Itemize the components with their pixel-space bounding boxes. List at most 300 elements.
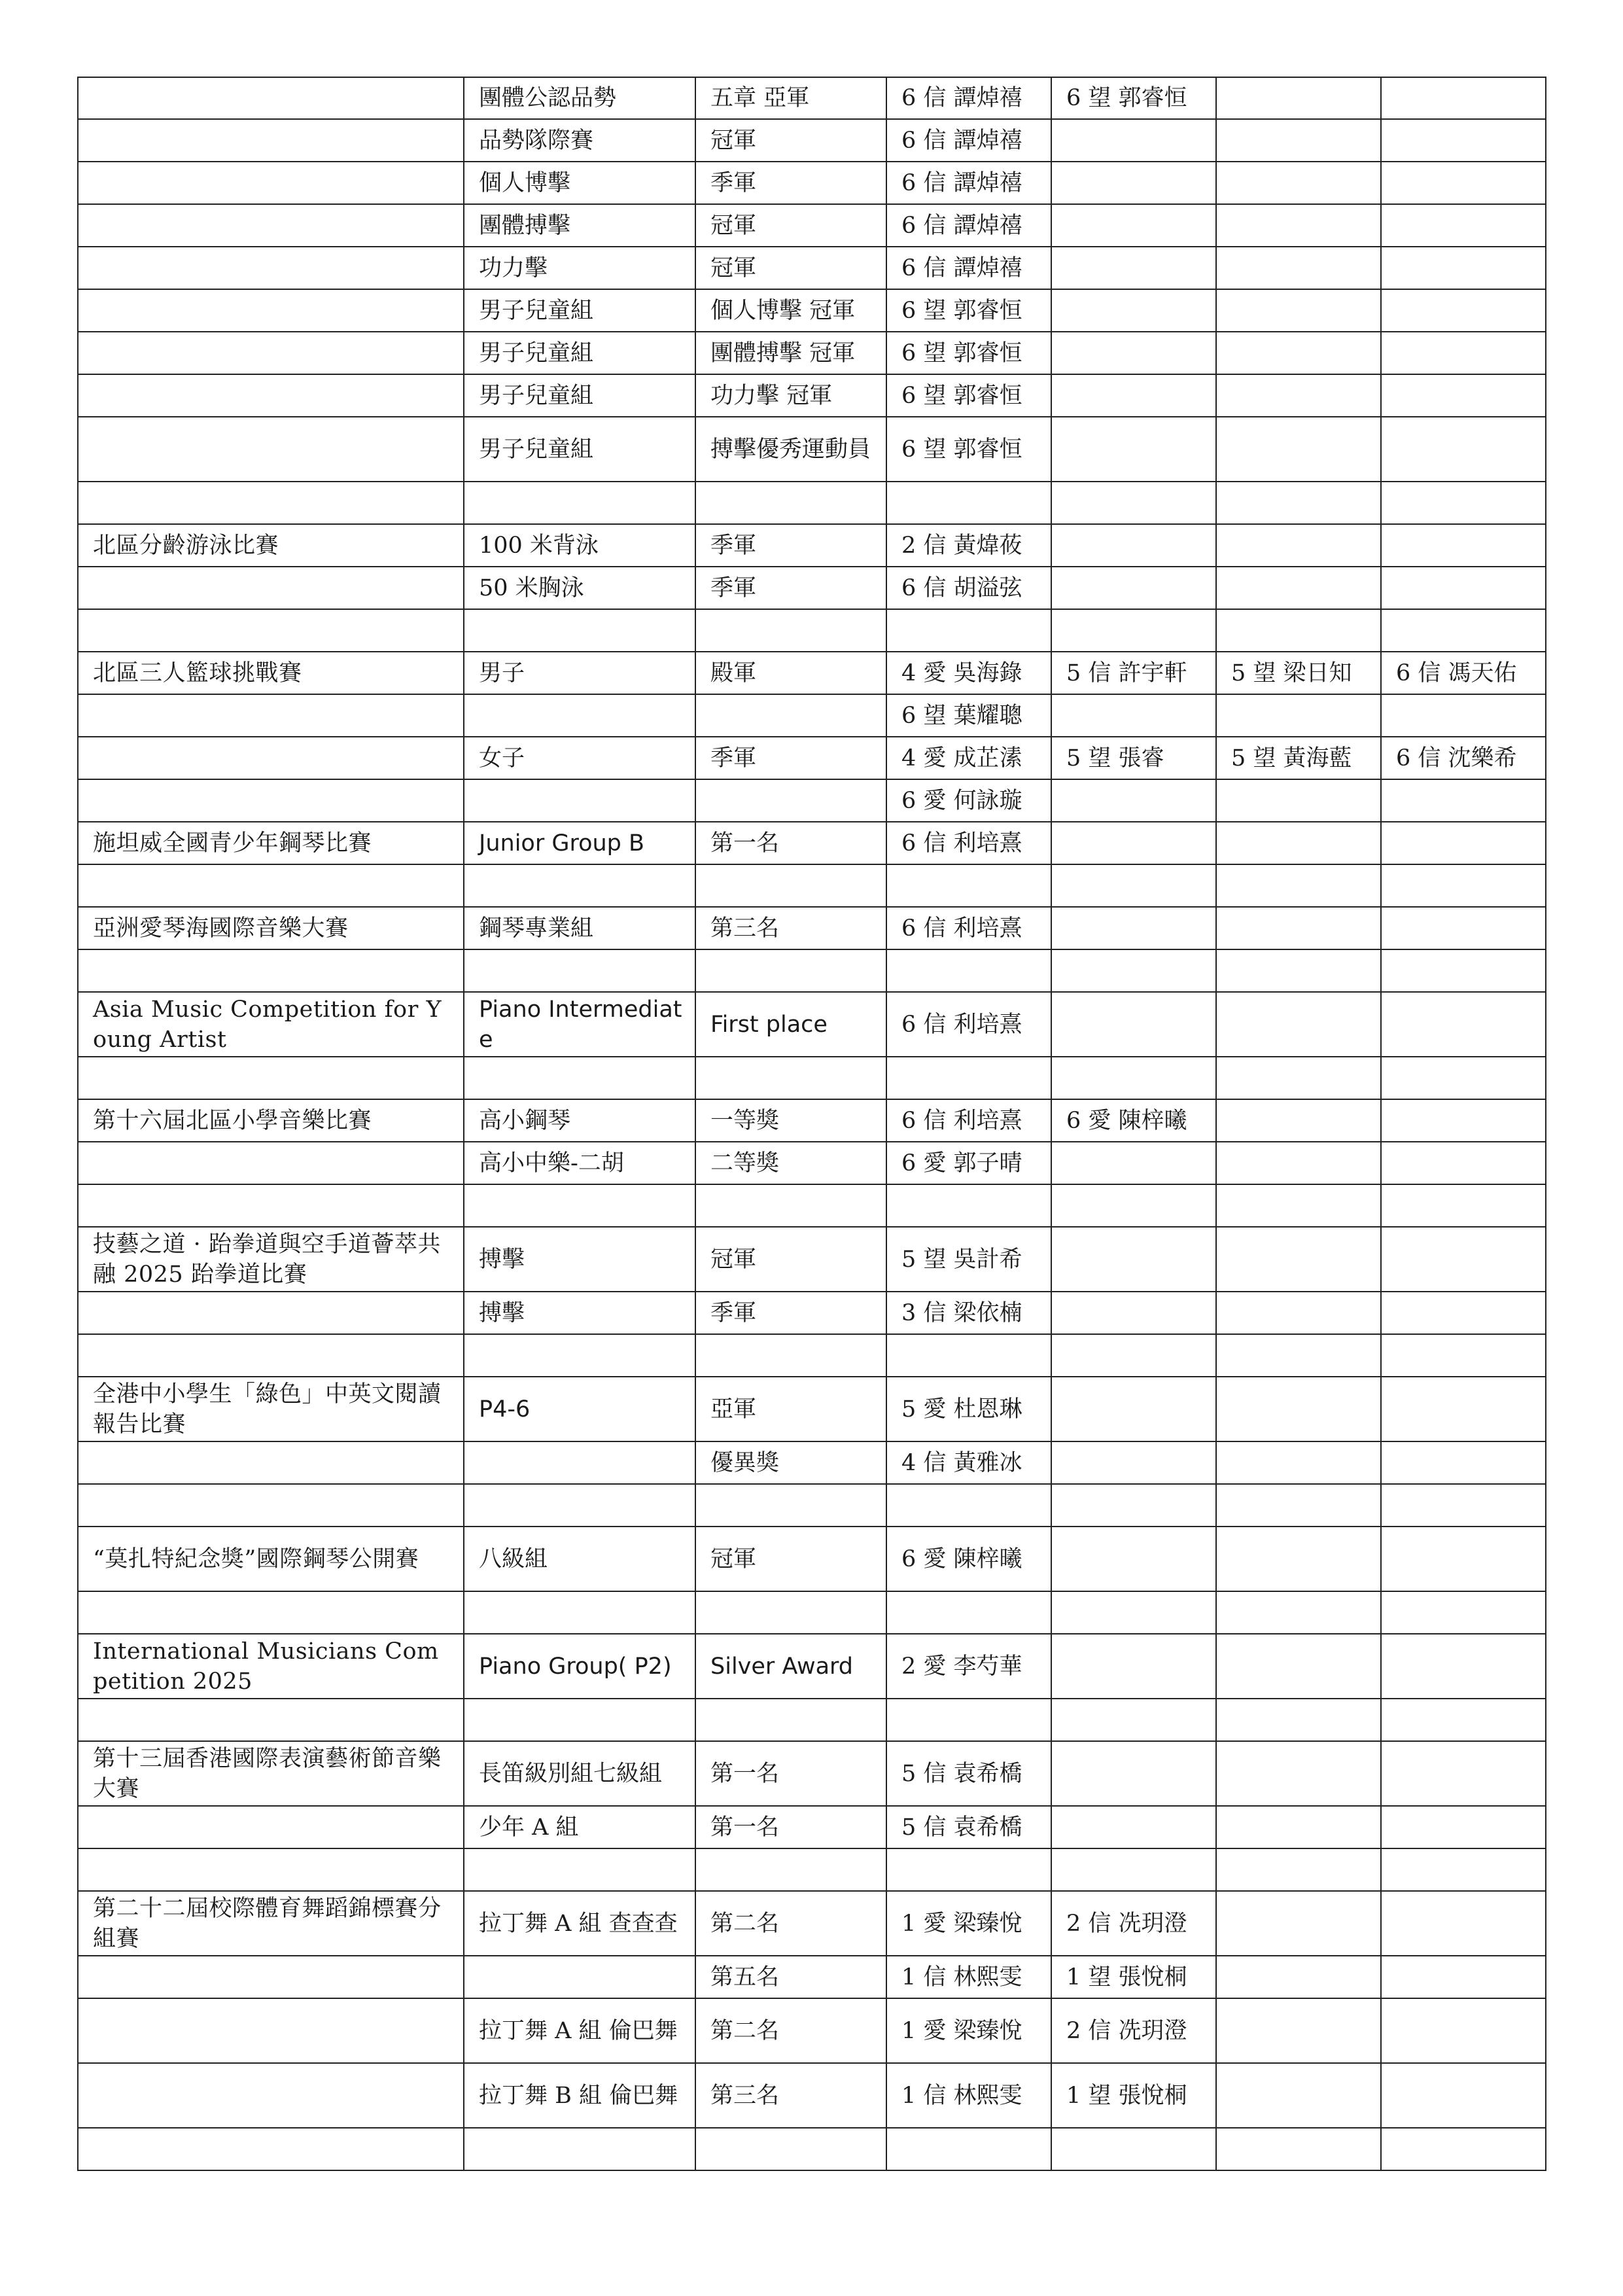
category-cell: 長笛級別組七級組 xyxy=(464,1741,695,1806)
award-cell: 冠軍 xyxy=(695,204,886,247)
competition-cell xyxy=(78,779,464,822)
award-cell: 搏擊優秀運動員 xyxy=(695,417,886,482)
student-cell-4 xyxy=(1381,1956,1546,1998)
student-cell-2 xyxy=(1051,1142,1216,1184)
student-cell-3 xyxy=(1216,1441,1381,1484)
student-cell-4 xyxy=(1381,247,1546,289)
award-cell: Silver Award xyxy=(695,1634,886,1699)
competition-cell: “莫扎特紀念獎”國際鋼琴公開賽 xyxy=(78,1527,464,1591)
student-cell-4 xyxy=(1381,907,1546,949)
award-cell: 第二名 xyxy=(695,1998,886,2063)
student-cell-4 xyxy=(1381,822,1546,864)
award-cell xyxy=(695,482,886,524)
student-cell-3 xyxy=(1216,1377,1381,1441)
student-cell-3 xyxy=(1216,77,1381,119)
category-cell: 拉丁舞 B 組 倫巴舞 xyxy=(464,2063,695,2128)
table-row xyxy=(78,1591,1546,1634)
student-cell-2 xyxy=(1051,204,1216,247)
student-cell-4 xyxy=(1381,1334,1546,1377)
table-row xyxy=(78,737,1546,779)
category-cell xyxy=(464,1848,695,1891)
student-cell-3 xyxy=(1216,1292,1381,1334)
award-cell xyxy=(695,2128,886,2170)
student-cell-2 xyxy=(1051,949,1216,992)
competition-cell xyxy=(78,204,464,247)
competition-cell xyxy=(78,332,464,374)
table-row xyxy=(78,1184,1546,1227)
category-cell: 團體公認品勢 xyxy=(464,77,695,119)
student-cell-1 xyxy=(886,949,1051,992)
student-cell-4 xyxy=(1381,417,1546,482)
table-row xyxy=(78,1848,1546,1891)
student-cell-3 xyxy=(1216,1741,1381,1806)
student-cell-1 xyxy=(886,482,1051,524)
student-cell-1: 6 信 譚焯禧 xyxy=(886,247,1051,289)
student-cell-4 xyxy=(1381,2063,1546,2128)
student-cell-4 xyxy=(1381,1741,1546,1806)
table-row xyxy=(78,1527,1546,1591)
table-row xyxy=(78,779,1546,822)
award-cell: 第三名 xyxy=(695,2063,886,2128)
student-cell-4 xyxy=(1381,1377,1546,1441)
award-cell: 冠軍 xyxy=(695,1227,886,1292)
student-cell-1: 6 信 利培熹 xyxy=(886,992,1051,1057)
competition-cell: 第十六屆北區小學音樂比賽 xyxy=(78,1099,464,1142)
student-cell-2 xyxy=(1051,822,1216,864)
award-cell xyxy=(695,1184,886,1227)
award-cell: 功力擊 冠軍 xyxy=(695,374,886,417)
student-cell-3 xyxy=(1216,289,1381,332)
table-row xyxy=(78,1891,1546,1956)
competition-cell xyxy=(78,737,464,779)
category-cell: 品勢隊際賽 xyxy=(464,119,695,162)
category-cell xyxy=(464,482,695,524)
table-row xyxy=(78,77,1546,119)
student-cell-3 xyxy=(1216,1057,1381,1099)
competition-cell: 第二十二屆校際體育舞蹈錦標賽分組賽 xyxy=(78,1891,464,1956)
competition-cell xyxy=(78,417,464,482)
table-row xyxy=(78,1292,1546,1334)
student-cell-3 xyxy=(1216,1527,1381,1591)
table-row xyxy=(78,1741,1546,1806)
competition-cell: 北區分齡游泳比賽 xyxy=(78,524,464,567)
student-cell-3 xyxy=(1216,1634,1381,1699)
category-cell: P4-6 xyxy=(464,1377,695,1441)
student-cell-2 xyxy=(1051,1741,1216,1806)
student-cell-4 xyxy=(1381,1441,1546,1484)
student-cell-1 xyxy=(886,1057,1051,1099)
student-cell-2 xyxy=(1051,1184,1216,1227)
student-cell-1: 6 信 譚焯禧 xyxy=(886,77,1051,119)
student-cell-2 xyxy=(1051,524,1216,567)
student-cell-1 xyxy=(886,1184,1051,1227)
category-cell: 男子 xyxy=(464,652,695,694)
student-cell-3 xyxy=(1216,1591,1381,1634)
student-cell-2: 1 望 張悅桐 xyxy=(1051,1956,1216,1998)
student-cell-4 xyxy=(1381,1099,1546,1142)
student-cell-1: 3 信 梁依楠 xyxy=(886,1292,1051,1334)
table-row xyxy=(78,1634,1546,1699)
student-cell-3 xyxy=(1216,332,1381,374)
student-cell-4 xyxy=(1381,694,1546,737)
award-cell: 季軍 xyxy=(695,567,886,609)
student-cell-1: 6 望 郭睿恒 xyxy=(886,374,1051,417)
table-row xyxy=(78,119,1546,162)
table-row xyxy=(78,1699,1546,1741)
category-cell: 八級組 xyxy=(464,1527,695,1591)
competition-cell xyxy=(78,1956,464,1998)
student-cell-3 xyxy=(1216,374,1381,417)
student-cell-2 xyxy=(1051,1806,1216,1848)
competition-cell xyxy=(78,162,464,204)
student-cell-4 xyxy=(1381,289,1546,332)
student-cell-2 xyxy=(1051,1227,1216,1292)
competition-cell: 第十三屆香港國際表演藝術節音樂大賽 xyxy=(78,1741,464,1806)
table-row xyxy=(78,1484,1546,1527)
student-cell-2 xyxy=(1051,1848,1216,1891)
table-row xyxy=(78,609,1546,652)
student-cell-4 xyxy=(1381,949,1546,992)
student-cell-2 xyxy=(1051,992,1216,1057)
student-cell-1 xyxy=(886,609,1051,652)
student-cell-1: 1 信 林熙雯 xyxy=(886,1956,1051,1998)
student-cell-1: 6 信 利培熹 xyxy=(886,907,1051,949)
category-cell: 50 米胸泳 xyxy=(464,567,695,609)
student-cell-2 xyxy=(1051,417,1216,482)
competition-cell xyxy=(78,864,464,907)
student-cell-2 xyxy=(1051,289,1216,332)
award-cell: 冠軍 xyxy=(695,1527,886,1591)
student-cell-1: 6 望 葉耀聰 xyxy=(886,694,1051,737)
student-cell-4 xyxy=(1381,374,1546,417)
table-row xyxy=(78,1142,1546,1184)
student-cell-4 xyxy=(1381,482,1546,524)
student-cell-4 xyxy=(1381,609,1546,652)
competition-cell xyxy=(78,1484,464,1527)
award-cell: 亞軍 xyxy=(695,1377,886,1441)
table-row xyxy=(78,652,1546,694)
category-cell: 高小鋼琴 xyxy=(464,1099,695,1142)
category-cell xyxy=(464,1484,695,1527)
competition-cell xyxy=(78,374,464,417)
category-cell xyxy=(464,1591,695,1634)
award-cell: 第一名 xyxy=(695,1741,886,1806)
student-cell-4 xyxy=(1381,204,1546,247)
table-row xyxy=(78,1099,1546,1142)
student-cell-4 xyxy=(1381,1527,1546,1591)
competition-cell xyxy=(78,2128,464,2170)
student-cell-4 xyxy=(1381,77,1546,119)
student-cell-2: 2 信 冼玥澄 xyxy=(1051,1998,1216,2063)
competition-cell: 全港中小學生「綠色」中英文閱讀報告比賽 xyxy=(78,1377,464,1441)
award-cell: 冠軍 xyxy=(695,247,886,289)
student-cell-2 xyxy=(1051,567,1216,609)
student-cell-2 xyxy=(1051,247,1216,289)
student-cell-3 xyxy=(1216,1227,1381,1292)
award-cell: 第五名 xyxy=(695,1956,886,1998)
student-cell-1: 6 信 譚焯禧 xyxy=(886,119,1051,162)
table-row xyxy=(78,417,1546,482)
student-cell-2 xyxy=(1051,482,1216,524)
student-cell-3 xyxy=(1216,119,1381,162)
student-cell-3 xyxy=(1216,822,1381,864)
category-cell xyxy=(464,2128,695,2170)
awards-table-body xyxy=(78,77,1546,2170)
category-cell: 女子 xyxy=(464,737,695,779)
student-cell-4 xyxy=(1381,864,1546,907)
student-cell-4 xyxy=(1381,1699,1546,1741)
award-cell xyxy=(695,1057,886,1099)
student-cell-2 xyxy=(1051,119,1216,162)
category-cell xyxy=(464,1956,695,1998)
student-cell-1: 2 信 黃煒莜 xyxy=(886,524,1051,567)
student-cell-3 xyxy=(1216,1099,1381,1142)
competition-cell: 施坦威全國青少年鋼琴比賽 xyxy=(78,822,464,864)
competition-cell: 亞洲愛琴海國際音樂大賽 xyxy=(78,907,464,949)
student-cell-1: 6 望 郭睿恒 xyxy=(886,417,1051,482)
student-cell-3 xyxy=(1216,907,1381,949)
student-cell-3 xyxy=(1216,417,1381,482)
student-cell-4 xyxy=(1381,332,1546,374)
student-cell-4 xyxy=(1381,1484,1546,1527)
competition-cell xyxy=(78,1184,464,1227)
student-cell-1: 6 愛 陳梓曦 xyxy=(886,1527,1051,1591)
student-cell-3 xyxy=(1216,1142,1381,1184)
student-cell-3 xyxy=(1216,1484,1381,1527)
category-cell xyxy=(464,694,695,737)
student-cell-2 xyxy=(1051,374,1216,417)
competition-cell xyxy=(78,567,464,609)
student-cell-2 xyxy=(1051,1334,1216,1377)
student-cell-2: 1 望 張悅桐 xyxy=(1051,2063,1216,2128)
competition-cell: 技藝之道 · 跆拳道與空手道薈萃共融 2025 跆拳道比賽 xyxy=(78,1227,464,1292)
student-cell-4: 6 信 沈樂希 xyxy=(1381,737,1546,779)
student-cell-2: 5 望 張睿 xyxy=(1051,737,1216,779)
student-cell-3 xyxy=(1216,694,1381,737)
student-cell-4 xyxy=(1381,567,1546,609)
student-cell-3 xyxy=(1216,247,1381,289)
student-cell-2 xyxy=(1051,694,1216,737)
student-cell-3 xyxy=(1216,1334,1381,1377)
competition-cell xyxy=(78,1699,464,1741)
student-cell-3 xyxy=(1216,1891,1381,1956)
category-cell xyxy=(464,864,695,907)
category-cell: 100 米背泳 xyxy=(464,524,695,567)
category-cell: 搏擊 xyxy=(464,1292,695,1334)
table-row xyxy=(78,1334,1546,1377)
category-cell: 功力擊 xyxy=(464,247,695,289)
competition-cell xyxy=(78,609,464,652)
student-cell-3 xyxy=(1216,992,1381,1057)
award-cell: 五章 亞軍 xyxy=(695,77,886,119)
table-row xyxy=(78,1057,1546,1099)
student-cell-2 xyxy=(1051,1377,1216,1441)
category-cell: Piano Group( P2) xyxy=(464,1634,695,1699)
table-row xyxy=(78,289,1546,332)
student-cell-1: 6 信 譚焯禧 xyxy=(886,204,1051,247)
student-cell-3 xyxy=(1216,1184,1381,1227)
student-cell-4 xyxy=(1381,524,1546,567)
competition-cell xyxy=(78,1591,464,1634)
table-row xyxy=(78,524,1546,567)
student-cell-3 xyxy=(1216,482,1381,524)
student-cell-2: 6 愛 陳梓曦 xyxy=(1051,1099,1216,1142)
student-cell-4 xyxy=(1381,1591,1546,1634)
competition-cell xyxy=(78,77,464,119)
student-cell-4 xyxy=(1381,1057,1546,1099)
student-cell-1: 6 信 利培熹 xyxy=(886,822,1051,864)
category-cell: 少年 A 組 xyxy=(464,1806,695,1848)
student-cell-4 xyxy=(1381,1292,1546,1334)
student-cell-1: 6 望 郭睿恒 xyxy=(886,289,1051,332)
competition-cell: Asia Music Competition for Young Artist xyxy=(78,992,464,1057)
award-cell: 殿軍 xyxy=(695,652,886,694)
table-row xyxy=(78,567,1546,609)
competition-cell xyxy=(78,1998,464,2063)
table-row xyxy=(78,1998,1546,2063)
competition-cell xyxy=(78,482,464,524)
student-cell-1: 1 愛 梁臻悅 xyxy=(886,1998,1051,2063)
student-cell-1: 6 信 利培熹 xyxy=(886,1099,1051,1142)
award-cell: 第二名 xyxy=(695,1891,886,1956)
student-cell-2 xyxy=(1051,1441,1216,1484)
student-cell-2 xyxy=(1051,1699,1216,1741)
competition-cell xyxy=(78,1292,464,1334)
student-cell-1: 6 信 胡溢弦 xyxy=(886,567,1051,609)
competition-cell xyxy=(78,1806,464,1848)
student-cell-4 xyxy=(1381,2128,1546,2170)
category-cell: Junior Group B xyxy=(464,822,695,864)
award-cell: 季軍 xyxy=(695,737,886,779)
competition-cell: 北區三人籃球挑戰賽 xyxy=(78,652,464,694)
category-cell: 拉丁舞 A 組 查查查 xyxy=(464,1891,695,1956)
table-row xyxy=(78,822,1546,864)
category-cell: 個人博擊 xyxy=(464,162,695,204)
student-cell-4 xyxy=(1381,1998,1546,2063)
student-cell-2 xyxy=(1051,332,1216,374)
student-cell-2 xyxy=(1051,1634,1216,1699)
student-cell-4 xyxy=(1381,1184,1546,1227)
table-row xyxy=(78,864,1546,907)
student-cell-4 xyxy=(1381,992,1546,1057)
competition-cell xyxy=(78,247,464,289)
award-cell: First place xyxy=(695,992,886,1057)
student-cell-1 xyxy=(886,1591,1051,1634)
student-cell-3 xyxy=(1216,1699,1381,1741)
category-cell: Piano Intermediate xyxy=(464,992,695,1057)
table-row xyxy=(78,332,1546,374)
student-cell-1: 6 愛 何詠璇 xyxy=(886,779,1051,822)
competition-cell xyxy=(78,1142,464,1184)
award-cell: 第一名 xyxy=(695,822,886,864)
category-cell: 團體搏擊 xyxy=(464,204,695,247)
award-cell xyxy=(695,609,886,652)
student-cell-3 xyxy=(1216,567,1381,609)
competition-cell xyxy=(78,289,464,332)
table-row xyxy=(78,1806,1546,1848)
student-cell-2: 2 信 冼玥澄 xyxy=(1051,1891,1216,1956)
table-row xyxy=(78,992,1546,1057)
student-cell-4 xyxy=(1381,119,1546,162)
student-cell-3 xyxy=(1216,609,1381,652)
student-cell-4 xyxy=(1381,162,1546,204)
table-row xyxy=(78,1227,1546,1292)
student-cell-1 xyxy=(886,1699,1051,1741)
table-row xyxy=(78,949,1546,992)
student-cell-1 xyxy=(886,1484,1051,1527)
category-cell xyxy=(464,1334,695,1377)
award-cell: 優異獎 xyxy=(695,1441,886,1484)
student-cell-3 xyxy=(1216,1848,1381,1891)
category-cell xyxy=(464,1441,695,1484)
award-cell xyxy=(695,949,886,992)
award-cell xyxy=(695,1484,886,1527)
category-cell xyxy=(464,609,695,652)
student-cell-1: 1 信 林熙雯 xyxy=(886,2063,1051,2128)
award-cell xyxy=(695,779,886,822)
competition-cell xyxy=(78,1334,464,1377)
student-cell-3: 5 望 梁日知 xyxy=(1216,652,1381,694)
category-cell xyxy=(464,1057,695,1099)
category-cell: 搏擊 xyxy=(464,1227,695,1292)
student-cell-4 xyxy=(1381,1634,1546,1699)
student-cell-2 xyxy=(1051,864,1216,907)
student-cell-1 xyxy=(886,864,1051,907)
student-cell-1: 5 愛 杜恩琳 xyxy=(886,1377,1051,1441)
table-row xyxy=(78,1441,1546,1484)
student-cell-1: 6 望 郭睿恒 xyxy=(886,332,1051,374)
awards-table xyxy=(77,77,1546,2171)
category-cell xyxy=(464,949,695,992)
student-cell-1: 6 信 譚焯禧 xyxy=(886,162,1051,204)
competition-cell: International Musicians Competition 2025 xyxy=(78,1634,464,1699)
student-cell-1: 5 信 袁希橋 xyxy=(886,1741,1051,1806)
table-row xyxy=(78,247,1546,289)
award-cell xyxy=(695,1848,886,1891)
student-cell-3 xyxy=(1216,524,1381,567)
award-cell xyxy=(695,694,886,737)
document-page xyxy=(77,77,1546,2171)
category-cell: 拉丁舞 A 組 倫巴舞 xyxy=(464,1998,695,2063)
category-cell xyxy=(464,1184,695,1227)
table-row xyxy=(78,694,1546,737)
student-cell-4 xyxy=(1381,1227,1546,1292)
competition-cell xyxy=(78,2063,464,2128)
award-cell xyxy=(695,1334,886,1377)
table-row xyxy=(78,1956,1546,1998)
student-cell-1: 1 愛 梁臻悅 xyxy=(886,1891,1051,1956)
table-row xyxy=(78,907,1546,949)
student-cell-2 xyxy=(1051,2128,1216,2170)
student-cell-1: 4 信 黃雅冰 xyxy=(886,1441,1051,1484)
table-row xyxy=(78,482,1546,524)
student-cell-3 xyxy=(1216,1806,1381,1848)
student-cell-1 xyxy=(886,1848,1051,1891)
award-cell: 季軍 xyxy=(695,1292,886,1334)
student-cell-3 xyxy=(1216,1998,1381,2063)
category-cell: 男子兒童組 xyxy=(464,374,695,417)
competition-cell xyxy=(78,1441,464,1484)
student-cell-3 xyxy=(1216,2128,1381,2170)
award-cell xyxy=(695,1591,886,1634)
student-cell-2 xyxy=(1051,907,1216,949)
competition-cell xyxy=(78,949,464,992)
category-cell: 高小中樂-二胡 xyxy=(464,1142,695,1184)
category-cell: 鋼琴專業組 xyxy=(464,907,695,949)
award-cell: 個人博擊 冠軍 xyxy=(695,289,886,332)
competition-cell xyxy=(78,694,464,737)
student-cell-1 xyxy=(886,1334,1051,1377)
